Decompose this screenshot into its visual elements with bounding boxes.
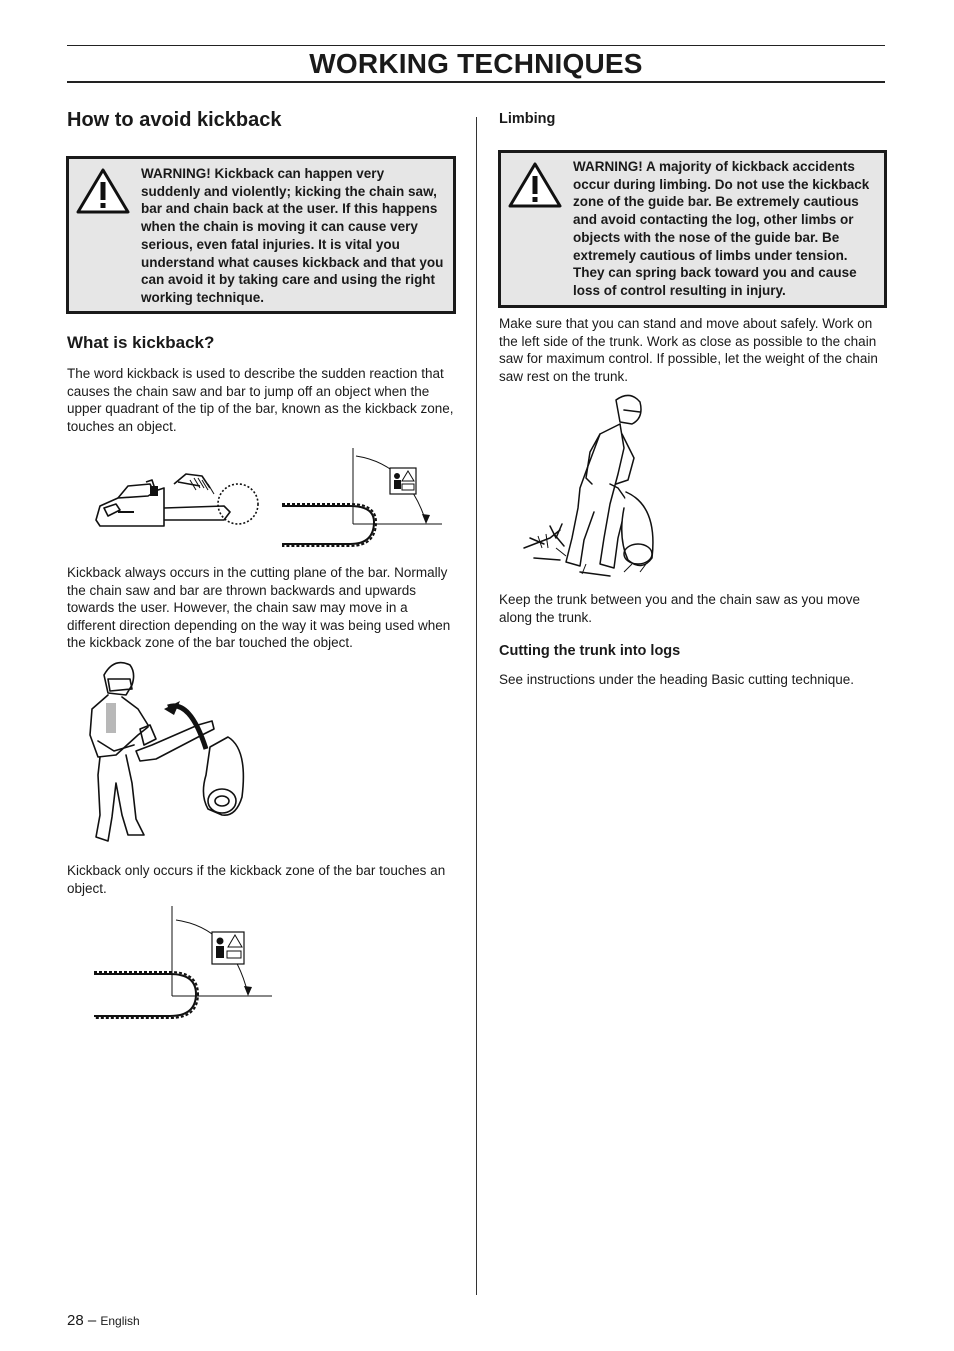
section-title: How to avoid kickback — [67, 109, 282, 131]
warning-triangle-icon — [75, 167, 131, 215]
column-divider — [476, 117, 477, 1295]
paragraph: The word kickback is used to describe the sudden reaction that causes the chain saw and bar to jump off an object when the upper quadrant of the tip of the bar, known as the kickback zone, touches an object. — [67, 366, 454, 434]
paragraph: See instructions under the heading Basic cutting technique. — [499, 672, 854, 687]
kickback-zone-diagram-1 — [280, 444, 444, 548]
paragraph: Kickback only occurs if the kickback zone of the bar touches an object. — [67, 863, 446, 896]
warning-text: WARNING! Kickback can happen very suddenly and violently; kicking the chain saw, bar and chain back at the user. If this happens when the chain is moving it can cause very serious, even fatal injuries. It is vital you understand what causes kickback and that you can avoid it by taking care and using the right working technique. — [141, 166, 444, 305]
worker-kickback-illustration — [86, 655, 248, 851]
kickback-zone-diagram-2 — [92, 904, 274, 1024]
warning-triangle-icon — [507, 161, 563, 209]
limbing-title: Limbing — [499, 111, 556, 127]
kickback-warning-box — [66, 156, 456, 314]
page-title: WORKING TECHNIQUES — [309, 48, 643, 79]
paragraph: Keep the trunk between you and the chain saw as you move along the trunk. — [499, 592, 860, 625]
limbing-warning-box — [498, 150, 887, 308]
chainsaw-kickback-illustration — [90, 462, 262, 534]
page-footer — [67, 1311, 140, 1331]
header-bottom-rule — [67, 81, 885, 83]
warning-text: WARNING! A majority of kickback accidents occur during limbing. Do not use the kickback zone of the guide bar. Be extremely cautious and avoid contacting the log, other limbs or objects with the nose of the guide bar. Be extremely cautious of limbs under tension. They can spring back toward you and cause loss of control resulting in injury. — [573, 159, 870, 298]
footer-language: English — [100, 1314, 140, 1328]
paragraph: Kickback always occurs in the cutting plane of the bar. Normally the chain saw and bar are thrown backwards and upwards towards the user. However, the chain saw may move in a different direction depending on the way it was being used when the kickback zone of the bar touched the object. — [67, 565, 451, 650]
paragraph: Make sure that you can stand and move about safely. Work on the left side of the trunk. Work as close as possible to the chain saw for maximum control. If possible, let the weight of the chain saw rest on the trunk. — [499, 316, 878, 384]
page-number: 28 – — [67, 1312, 97, 1329]
worker-limbing-illustration — [520, 388, 670, 580]
cutting-title: Cutting the trunk into logs — [499, 643, 681, 659]
subsection-title: What is kickback? — [67, 333, 215, 352]
